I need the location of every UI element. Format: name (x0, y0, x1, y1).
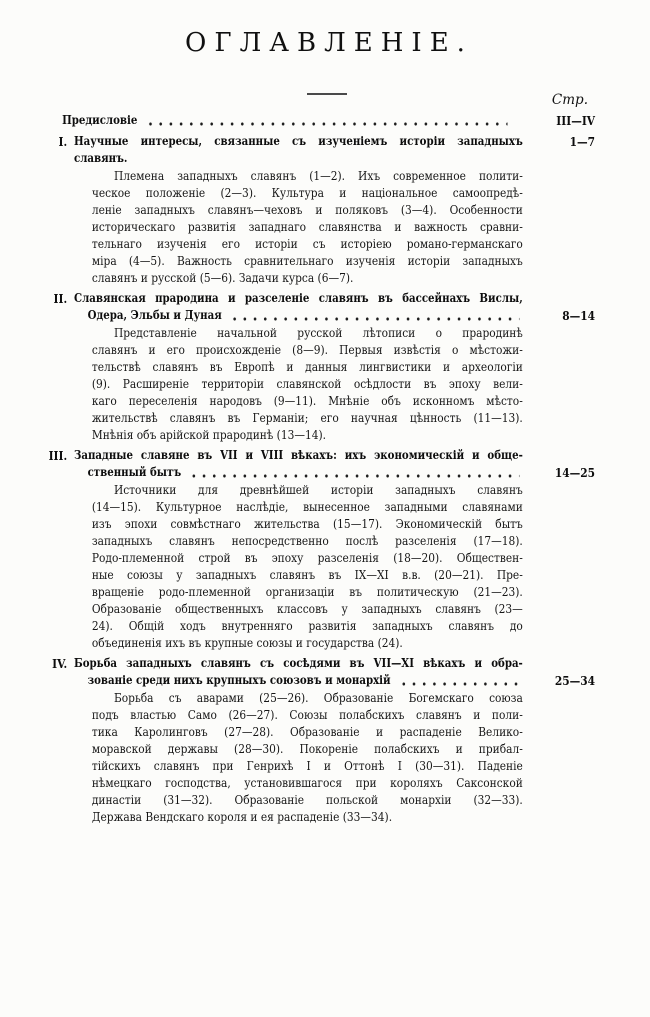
toc-entry-description-line: Держава Вендскаго короля и ея распаденіе (33—34). (91, 809, 393, 824)
toc-entry-description-line: славянъ и русской (5—6). Задачи курса (6—7). (91, 270, 354, 285)
toc-entry-description-line: Племена западныхъ славянъ (1—2). Ихъ современное полити- (113, 168, 523, 183)
dot-leader (229, 307, 519, 324)
toc-entry-content (74, 133, 523, 286)
toc-entry-description-line: тельствѣ славянъ въ Европѣ и данныя лингвистики и археологіи (91, 359, 523, 374)
toc-entry-title-text: зованіе среди нихъ крупныхъ союзовъ и монархій (87, 673, 391, 687)
page-column-label: Стр. (551, 92, 588, 108)
dot-leader (189, 464, 520, 481)
toc-entry-content (74, 655, 523, 825)
toc-entry-title-text: ственный бытъ (87, 465, 182, 479)
title-divider (307, 93, 347, 95)
toc-entry-description-line: историческаго развитія западнаго славянства и важность сравни- (91, 219, 523, 234)
toc-entry (40, 133, 601, 286)
toc-entry-pages: III—IV (556, 113, 596, 128)
toc-entry-description-line: ческое положеніе (2—3). Культура и національное самоопредѣ- (91, 185, 523, 200)
toc-entry-description-line: вращеніе родо-племенной организаціи въ политическую (21—23). (91, 584, 523, 599)
toc-entry-description-line: каго переселенія народовъ (9—11). Мнѣніе объ исконномъ мѣсто- (91, 393, 523, 408)
toc-entry-number: III. (48, 448, 68, 463)
toc-entry-description-line: Мнѣнія объ арійской прародинѣ (13—14). (91, 427, 327, 442)
toc-entry-title-line (74, 672, 523, 689)
toc-entry-description-line: 24). Общій ходъ внутренняго развитія западныхъ славянъ до (91, 618, 523, 633)
toc-entry-content (62, 112, 511, 129)
toc-list (40, 112, 601, 825)
toc-entry-description-line: леніе западныхъ славянъ—чеховъ и поляковъ (3—4). Особенности (91, 202, 523, 217)
dot-leader (398, 672, 519, 689)
toc-entry-title-line (74, 464, 523, 481)
toc-entry-title-text: Предисловіе (62, 113, 138, 127)
toc-entry-number: II. (53, 291, 68, 306)
toc-entry-description-line: (14—15). Культурное наслѣдіе, вынесенное западными славянами (91, 499, 523, 514)
toc-entry-title-line: Славянская прародина и разселеніе славянъ въ бассейнахъ Вислы, (74, 291, 523, 305)
toc-entry-description-line: династіи (31—32). Образованіе польской монархіи (32—33). (91, 792, 523, 807)
toc-entry-title-line: Научные интересы, связанные съ изученіемъ исторіи западныхъ славянъ. (74, 134, 523, 165)
toc-entry-description-line: тійскихъ славянъ при Генрихѣ I и Оттонѣ I (30—31). Паденіе (91, 758, 523, 773)
toc-entry (40, 112, 601, 129)
toc-entry-title-line: Западные славяне въ VII и VIII вѣкахъ: ихъ экономическій и обще- (74, 448, 523, 462)
toc-entry-description-line: ные союзы у западныхъ славянъ въ IX—XI в.в. (20—21). Пре- (91, 567, 523, 582)
toc-entry-number: I. (58, 134, 68, 149)
toc-entry-pages: 1—7 (569, 134, 596, 149)
toc-entry-title-line: Борьба западныхъ славянъ съ сосѣдями въ VII—XI вѣкахъ и обра- (74, 656, 523, 670)
toc-entry-pages: 8—14 (562, 308, 596, 323)
toc-entry-description-line: моравской державы (28—30). Покореніе полабскихъ и прибал- (91, 741, 523, 756)
toc-entry-description-line: Образованіе общественныхъ классовъ у западныхъ славянъ (23— (91, 601, 523, 616)
dot-leader (145, 112, 507, 129)
toc-entry-pages: 14—25 (554, 465, 596, 480)
toc-entry-description-line: тика Каролинговъ (27—28). Образованіе и распаденіе Велико- (91, 724, 523, 739)
toc-entry-number: IV. (52, 656, 68, 671)
toc-entry-content (74, 447, 523, 651)
toc-entry-title-line (74, 307, 523, 324)
toc-entry-description-line: объединенія ихъ въ крупные союзы и государства (24). (91, 635, 403, 650)
toc-entry-description-line: Представленіе начальной русской лѣтописи о прародинѣ (113, 325, 523, 340)
toc-entry-description-line: Родо-племенной строй въ эпоху разселенія (18—20). Обществен- (91, 550, 523, 565)
toc-entry-description-line: жительствѣ славянъ въ Германіи; его научная цѣнность (11—13). (91, 410, 523, 425)
toc-entry-description-line: Источники для древнѣйшей исторіи западныхъ славянъ (113, 482, 523, 497)
toc-entry (40, 290, 601, 443)
toc-entry-pages: 25—34 (554, 673, 596, 688)
toc-entry-description-line: Борьба съ аварами (25—26). Образованіе Богемскаго союза (113, 690, 523, 705)
toc-entry (40, 447, 601, 651)
toc-entry-title-text: Одера, Эльбы и Дуная (87, 308, 222, 322)
toc-entry-description-line: тельнаго изученія его исторіи съ исторіею романо-германскаго (91, 236, 523, 251)
toc-entry-title-line (62, 112, 511, 129)
toc-entry-description-line: подъ властью Само (26—27). Союзы полабскихъ славянъ и поли- (91, 707, 523, 722)
page-title: ОГЛАВЛЕНІЕ. (185, 28, 473, 58)
toc-entry-description-line: западныхъ славянъ непосредственно послѣ разселенія (17—18). (91, 533, 523, 548)
toc-entry-description-line: нѣмецкаго господства, установившагося при короляхъ Саксонской (91, 775, 523, 790)
toc-entry-description-line: изъ эпохи совмѣстнаго жительства (15—17). Экономическій бытъ (91, 516, 523, 531)
toc-entry-description-line: (9). Расширеніе территоріи славянской осѣдлости въ эпоху вели- (91, 376, 523, 391)
toc-entry-description-line: міра (4—5). Важность сравнительнаго изученія исторіи западныхъ (91, 253, 523, 268)
toc-entry (40, 655, 601, 825)
toc-entry-content (74, 290, 523, 443)
toc-entry-description-line: славянъ и его происхожденіе (8—9). Первыя извѣстія о мѣстожи- (91, 342, 523, 357)
